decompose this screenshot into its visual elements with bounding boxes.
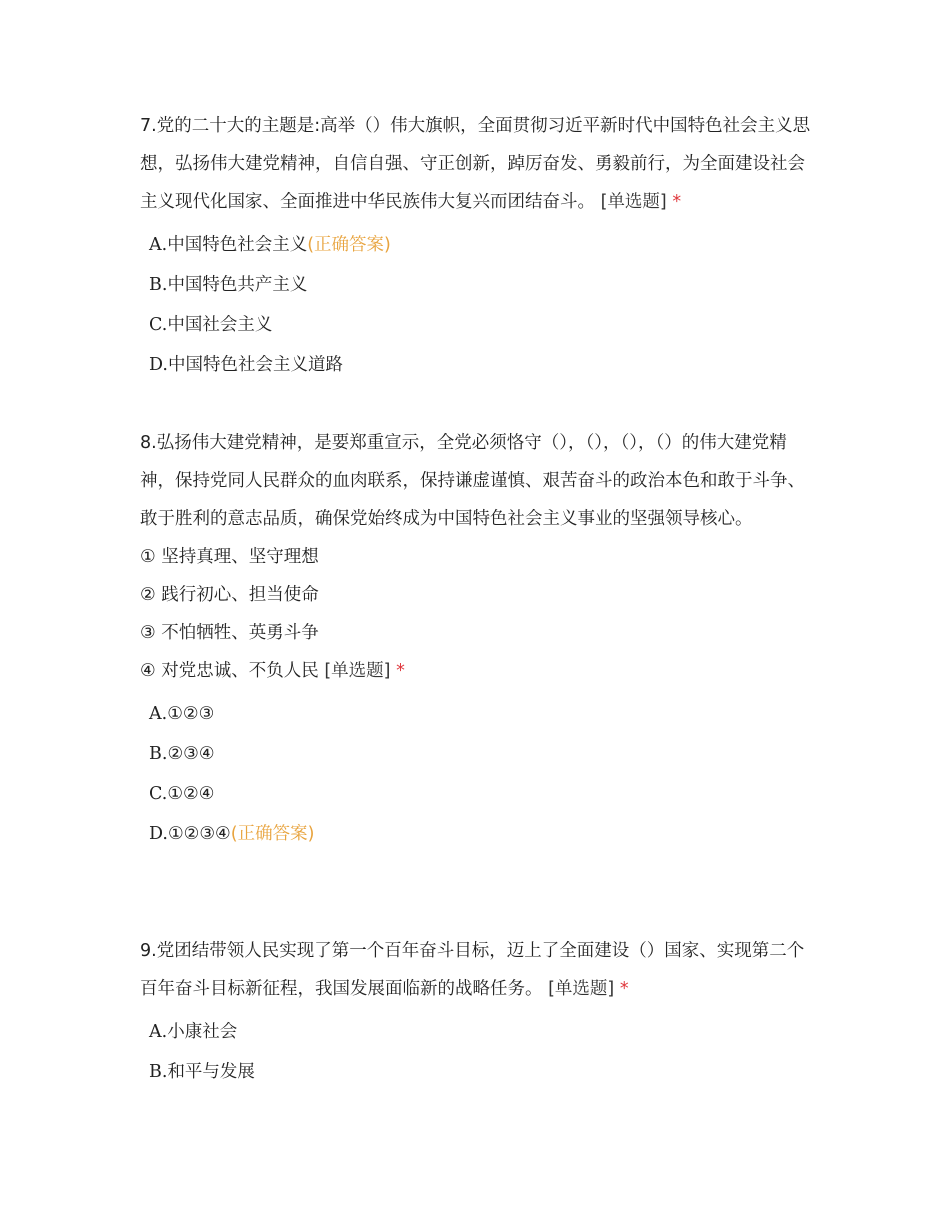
question-7 xyxy=(140,107,820,385)
statement-3: ③ 不怕牺牲、英勇斗争 xyxy=(140,623,319,643)
option-d[interactable] xyxy=(140,345,820,385)
option-b[interactable] xyxy=(140,1052,820,1092)
option-a[interactable] xyxy=(140,1012,820,1052)
option-letter: A. xyxy=(149,235,168,255)
question-8 xyxy=(140,424,820,854)
required-mark: * xyxy=(672,192,682,212)
option-letter: D. xyxy=(149,355,168,375)
question-type-tag: [单选题] xyxy=(548,979,615,999)
question-text: 9.党团结带领人民实现了第一个百年奋斗目标，迈上了全面建设（）国家、实现第二个百年奋斗目标新征程，我国发展面临新的战略任务。 xyxy=(140,941,805,999)
statement-4: ④ 对党忠诚、不负人民 xyxy=(140,661,319,681)
option-text: ①②④ xyxy=(167,784,215,804)
option-letter: C. xyxy=(149,784,168,804)
option-letter: C. xyxy=(149,315,168,335)
question-text: 7.党的二十大的主题是:高举（）伟大旗帜，全面贯彻习近平新时代中国特色社会主义思想，弘扬伟大建党精神，自信自强、守正创新，踔厉奋发、勇毅前行，为全面建设社会主义现代化国家、全面推进中华民族伟大复兴而团结奋斗。 xyxy=(140,116,811,212)
question-stem xyxy=(140,932,820,1008)
option-text: 中国特色社会主义道路 xyxy=(167,355,343,375)
option-text: 小康社会 xyxy=(167,1022,238,1042)
option-c[interactable] xyxy=(140,305,820,345)
statement-2: ② 践行初心、担当使命 xyxy=(140,585,319,605)
option-text: 中国特色社会主义 xyxy=(167,235,308,255)
option-letter: D. xyxy=(149,824,168,844)
option-c[interactable] xyxy=(140,774,820,814)
option-a[interactable] xyxy=(140,225,820,265)
option-text: 中国社会主义 xyxy=(167,315,273,335)
option-b[interactable] xyxy=(140,734,820,774)
option-text: 中国特色共产主义 xyxy=(167,275,308,295)
required-mark: * xyxy=(619,979,629,999)
option-text: 和平与发展 xyxy=(167,1062,255,1082)
required-mark: * xyxy=(396,661,405,681)
option-b[interactable] xyxy=(140,265,820,305)
option-text: ①②③ xyxy=(167,704,215,724)
option-list xyxy=(140,225,820,385)
question-9 xyxy=(140,932,820,1092)
correct-answer-label: (正确答案) xyxy=(307,235,391,255)
option-letter: A. xyxy=(149,1022,168,1042)
question-type-tag: [单选题] xyxy=(324,661,391,681)
option-letter: B. xyxy=(149,744,168,764)
statement-1: ① 坚持真理、坚守理想 xyxy=(140,547,319,567)
option-a[interactable] xyxy=(140,694,820,734)
option-text: ①②③④ xyxy=(167,824,231,844)
option-letter: B. xyxy=(149,275,168,295)
option-letter: A. xyxy=(149,704,168,724)
option-d[interactable] xyxy=(140,814,820,854)
question-stem xyxy=(140,424,820,538)
option-letter: B. xyxy=(149,1062,168,1082)
statement-4-line xyxy=(140,652,820,690)
option-text: ②③④ xyxy=(167,744,215,764)
option-list xyxy=(140,1012,820,1092)
option-list xyxy=(140,694,820,854)
question-text: 8.弘扬伟大建党精神，是要郑重宣示，全党必须恪守（），（），（），（）的伟大建党精神，保持党同人民群众的血肉联系，保持谦虚谨慎、艰苦奋斗的政治本色和敢于斗争、敢于胜利的意志品质，确保党始终成为中国特色社会主义事业的坚强领导核心。 xyxy=(140,433,805,529)
correct-answer-label: (正确答案) xyxy=(230,824,315,844)
question-stem xyxy=(140,107,820,221)
question-type-tag: [单选题] xyxy=(600,192,667,212)
